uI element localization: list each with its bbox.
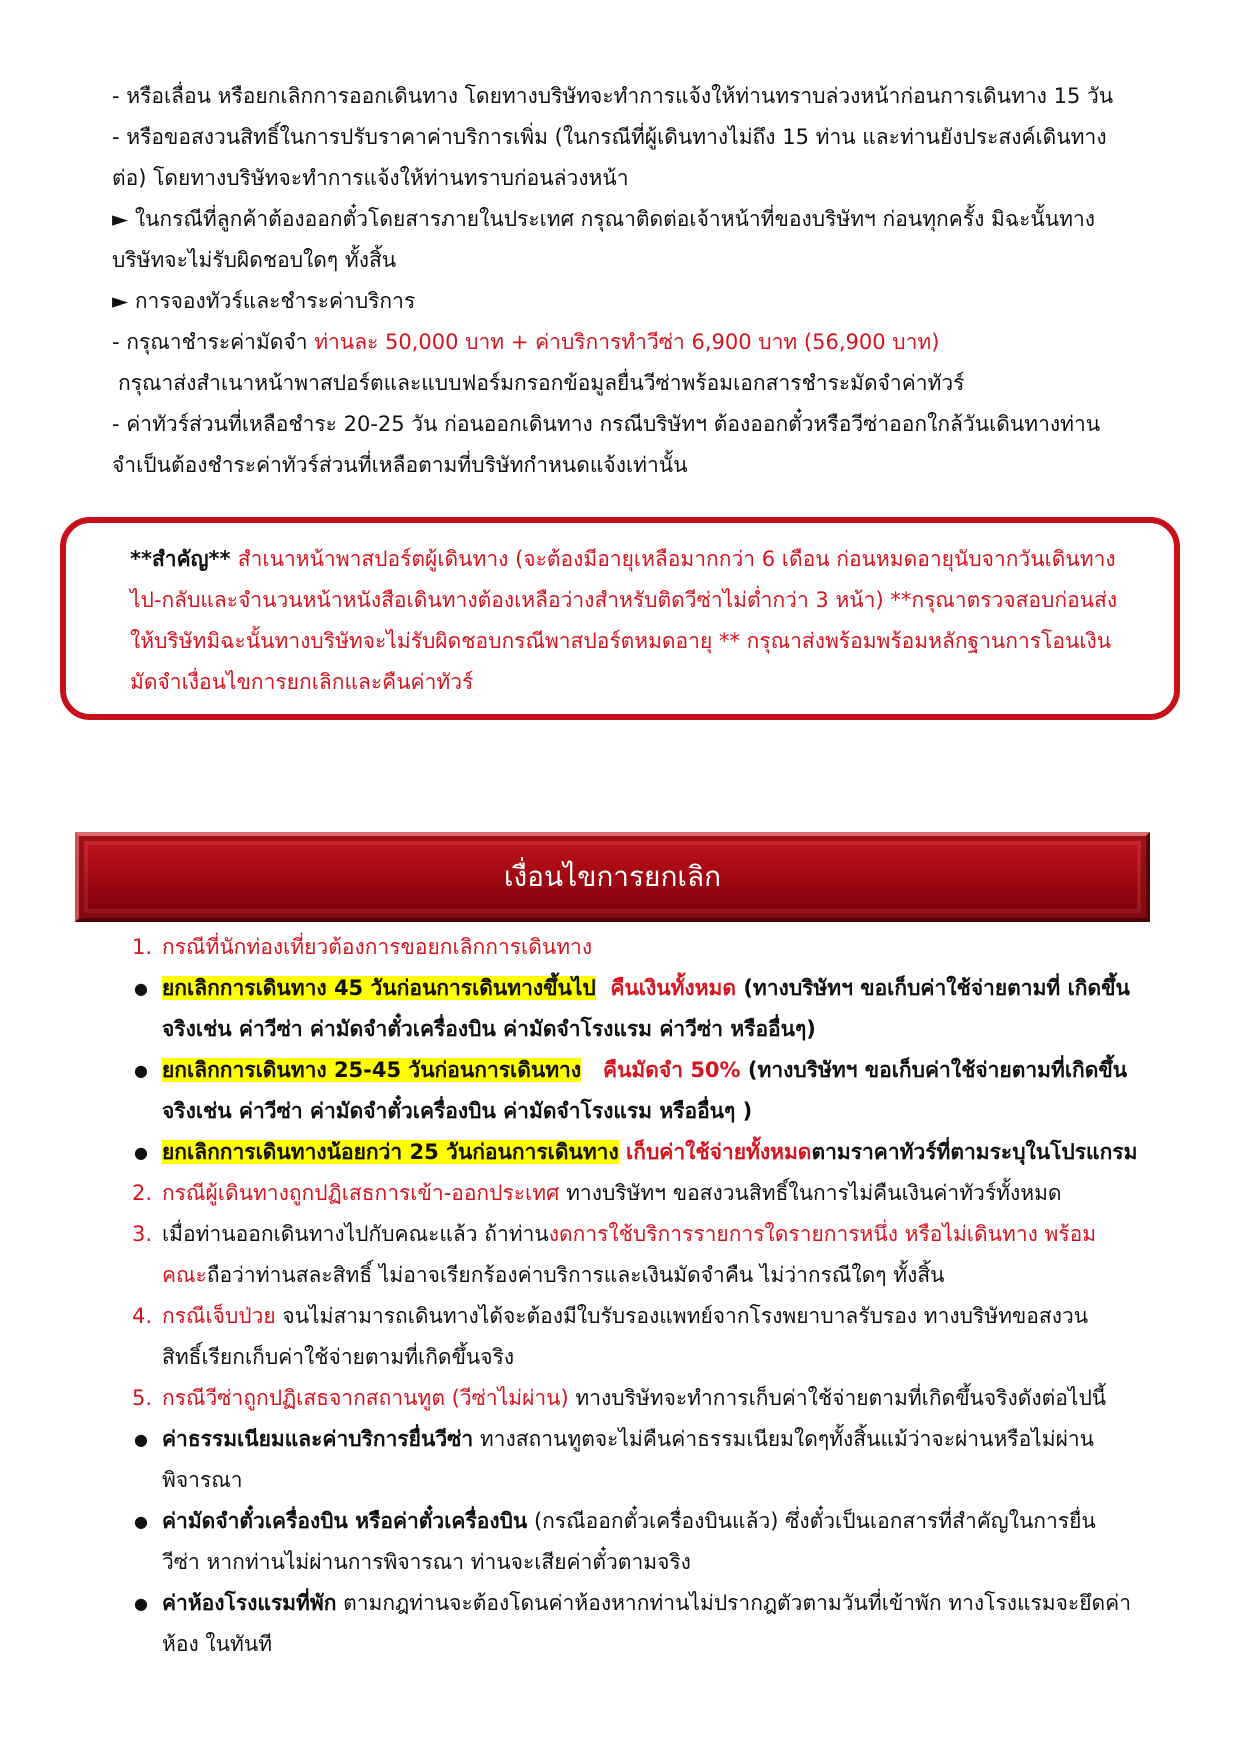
cancellation-banner [75, 832, 1150, 922]
item-rest: ทางบริษัทฯ ขอสงวนสิทธิ์ในการไม่คืนเงินค่าทัวร์ทั้งหมด [559, 1181, 1062, 1205]
bullet-item [132, 1501, 1172, 1542]
item-red-text: งดการใช้บริการรายการใดรายการหนึ่ง หรือไม่เดินทาง พร้อม [548, 1222, 1097, 1246]
bullet-continuation [132, 1542, 1172, 1583]
notice-line [130, 539, 1150, 580]
terms-line: ต่อ) โดยทางบริษัทจะทำการแจ้งให้ท่านทราบก่อนล่วงหน้า [112, 166, 629, 190]
bullet-dot-icon: ● [134, 979, 148, 998]
notice-line: ไป-กลับและจำนวนหน้าหนังสือเดินทางต้องเหลือว่างสำหรับติดวีซ่าไม่ต่ำกว่า 3 หน้า) **กรุณาตรวจสอบก่อนส่ง [130, 588, 1118, 612]
bullet-dot-icon: ● [134, 1430, 148, 1449]
item-continuation [132, 1255, 1172, 1296]
terms-line: ► การจองทัวร์และชำระค่าบริการ [112, 289, 416, 313]
bullet-item [132, 1050, 1172, 1091]
bullet-rest: ตามกฎท่านจะต้องโดนค่าห้องหากท่านไม่ปรากฎตัวตามวันที่เข้าพัก ทางโรงแรมจะยึดค่า [336, 1591, 1132, 1615]
bullet-rest: ตามราคาทัวร์ที่ตามระบุในโปรแกรม [811, 1140, 1138, 1164]
bullet-text [162, 1583, 1131, 1624]
item-text [162, 1173, 1062, 1214]
highlight-text: ยกเลิกการเดินทาง 45 วันก่อนการเดินทางขึ้นไป [162, 976, 596, 1000]
notice-text-red: สำเนาหน้าพาสปอร์ตผู้เดินทาง (จะต้องมีอายุเหลือมากกว่า 6 เดือน ก่อนหมดอายุนับจากวันเดินทาง [237, 547, 1116, 571]
item-continuation [132, 1337, 1172, 1378]
refund-text: คืนมัดจำ 50% [603, 1058, 741, 1082]
bullet-dot-icon: ● [134, 1143, 148, 1162]
bullet-rest: ทางสถานทูตจะไม่คืนค่าธรรมเนียมใดๆทั้งสิ้นแม้ว่าจะผ่านหรือไม่ผ่าน [473, 1427, 1095, 1451]
notice-lead: **สำคัญ** [130, 547, 238, 571]
highlight-text: ยกเลิกการเดินทาง 25-45 วันก่อนการเดินทาง [162, 1058, 582, 1082]
item-rest: ถือว่าท่านสละสิทธิ์ ไม่อาจเรียกร้องค่าบริการและเงินมัดจำคืน ไม่ว่ากรณีใดๆ ทั้งสิ้น [206, 1263, 945, 1287]
terms-line: กรุณาส่งสำเนาหน้าพาสปอร์ตและแบบฟอร์มกรอกข้อมูลยื่นวีซ่าพร้อมเอกสารชำระมัดจำค่าทัวร์ [118, 371, 965, 395]
terms-line: จำเป็นต้องชำระค่าทัวร์ส่วนที่เหลือตามที่บริษัทกำหนดแจ้งเท่านั้น [112, 453, 688, 477]
bullet-continuation [132, 1009, 1172, 1050]
important-notice-box [60, 517, 1180, 720]
item-lead: เมื่อท่านออกเดินทางไปกับคณะแล้ว ถ้าท่าน [162, 1222, 549, 1246]
bullet-bold: ค่ามัดจำตั๋วเครื่องบิน หรือค่าตั๋วเครื่องบิน [162, 1509, 528, 1533]
deposit-amount: ท่านละ 50,000 บาท + ค่าบริการทำวีซ่า 6,900 บาท (56,900 บาท) [314, 330, 940, 354]
terms-line: - หรือขอสงวนสิทธิ์ในการปรับราคาค่าบริการเพิ่ม (ในกรณีที่ผู้เดินทางไม่ถึง 15 ท่าน และท่านยังประสงค์เดินทาง [112, 125, 1107, 149]
item-red-text: กรณีวีซ่าถูกปฏิเสธจากสถานทูต (วีซ่าไม่ผ่าน) [162, 1386, 569, 1410]
bullet-rest: (ทางบริษัทฯ ขอเก็บค่าใช้จ่ายตามที่ เกิดขึ้น [736, 976, 1130, 1000]
terms-section [112, 76, 1162, 486]
bullet-cont-text: ห้อง ในทันที [162, 1632, 273, 1656]
bullet-item [132, 1132, 1172, 1173]
bullet-text [162, 1132, 1137, 1173]
bullet-continuation [132, 1624, 1172, 1665]
bullet-item [132, 1583, 1172, 1624]
terms-line: ► ในกรณีที่ลูกค้าต้องออกตั๋วโดยสารภายในประเทศ กรุณาติดต่อเจ้าหน้าที่ของบริษัทฯ ก่อนทุกครั้ง มิฉะนั้นทาง [112, 207, 1096, 231]
bullet-text [162, 968, 1130, 1009]
bullet-bold: ค่าห้องโรงแรมที่พัก [162, 1591, 337, 1615]
deposit-line [112, 322, 1162, 363]
item-rest: ทางบริษัทจะทำการเก็บค่าใช้จ่ายตามที่เกิดขึ้นจริงดังต่อไปนี้ [568, 1386, 1107, 1410]
condition-item [132, 1173, 1172, 1214]
bullet-text [162, 1050, 1127, 1091]
bullet-item [132, 968, 1172, 1009]
item-number: 1. [132, 935, 153, 959]
terms-line: - ค่าทัวร์ส่วนที่เหลือชำระ 20-25 วัน ก่อนออกเดินทาง กรณีบริษัทฯ ต้องออกตั๋วหรือวีซ่าออกใกล้วันเดินทางท่าน [112, 412, 1101, 436]
item-red-text: คณะ [162, 1263, 207, 1287]
notice-line: ให้บริษัทมิฉะนั้นทางบริษัทจะไม่รับผิดชอบกรณีพาสปอร์ตหมดอายุ ** กรุณาส่งพร้อมพร้อมหลักฐานการโอนเงิน [130, 629, 1112, 653]
highlight-text: ยกเลิกการเดินทางน้อยกว่า 25 วันก่อนการเดินทาง [162, 1140, 619, 1164]
item-red-text: กรณีเจ็บป่วย [162, 1304, 276, 1328]
notice-text [130, 539, 1150, 703]
bullet-item [132, 1419, 1172, 1460]
item-text [162, 1378, 1106, 1419]
bullet-dot-icon: ● [134, 1061, 148, 1080]
item-text: กรณีที่นักท่องเที่ยวต้องการขอยกเลิกการเดินทาง [162, 935, 593, 959]
bullet-continuation [132, 1091, 1172, 1132]
cancellation-conditions [132, 927, 1172, 1665]
item-number: 4. [132, 1304, 153, 1328]
bullet-cont-text: จริงเช่น ค่าวีซ่า ค่ามัดจำตั๋วเครื่องบิน ค่ามัดจำโรงแรม ค่าวีซ่า หรืออื่นๆ) [162, 1017, 816, 1041]
bullet-cont-text: วีซ่า หากท่านไม่ผ่านการพิจารณา ท่านจะเสียค่าตั๋วตามจริง [162, 1550, 691, 1574]
bullet-dot-icon: ● [134, 1512, 148, 1531]
item-text [162, 1296, 1088, 1337]
item-rest: จนไม่สามารถเดินทางได้จะต้องมีใบรับรองแพทย์จากโรงพยาบาลรับรอง ทางบริษัทขอสงวน [275, 1304, 1089, 1328]
deposit-label: - กรุณาชำระค่ามัดจำ [112, 330, 315, 354]
item-red-text: กรณีผู้เดินทางถูกปฏิเสธการเข้า-ออกประเทศ [162, 1181, 560, 1205]
item-number: 3. [132, 1222, 153, 1246]
bullet-cont-text: พิจารณา [162, 1468, 243, 1492]
bullet-rest: (ทางบริษัทฯ ขอเก็บค่าใช้จ่ายตามที่เกิดขึ้น [740, 1058, 1128, 1082]
bullet-rest: (กรณีออกตั๋วเครื่องบินแล้ว) ซึ่งตั๋วเป็นเอกสารที่สำคัญในการยื่น [527, 1509, 1096, 1533]
item-cont-text: สิทธิ์เรียกเก็บค่าใช้จ่ายตามที่เกิดขึ้นจริง [162, 1345, 515, 1369]
condition-item [132, 927, 1172, 968]
terms-line: - หรือเลื่อน หรือยกเลิกการออกเดินทาง โดยทางบริษัทจะทำการแจ้งให้ท่านทราบล่วงหน้าก่อนการเดินทาง 15 วัน [112, 84, 1114, 108]
condition-item [132, 1214, 1172, 1255]
item-text [162, 1214, 1096, 1255]
banner-title: เงื่อนไขการยกเลิก [503, 860, 722, 893]
bullet-cont-text: จริงเช่น ค่าวีซ่า ค่ามัดจำตั๋วเครื่องบิน ค่ามัดจำโรงแรม หรืออื่นๆ ) [162, 1099, 753, 1123]
condition-item [132, 1378, 1172, 1419]
fee-text: เก็บค่าใช้จ่ายทั้งหมด [626, 1140, 812, 1164]
refund-text: คืนเงินทั้งหมด [610, 976, 737, 1000]
notice-line: มัดจำเงื่อนไขการยกเลิกและคืนค่าทัวร์ [130, 670, 474, 694]
terms-line: บริษัทจะไม่รับผิดชอบใดๆ ทั้งสิ้น [112, 248, 397, 272]
item-number: 2. [132, 1181, 153, 1205]
bullet-text [162, 1419, 1094, 1460]
bullet-text [162, 1501, 1096, 1542]
bullet-dot-icon: ● [134, 1594, 148, 1613]
bullet-continuation [132, 1460, 1172, 1501]
bullet-bold: ค่าธรรมเนียมและค่าบริการยื่นวีซ่า [162, 1427, 474, 1451]
item-number: 5. [132, 1386, 153, 1410]
item-cont-text [162, 1255, 945, 1296]
condition-item [132, 1296, 1172, 1337]
